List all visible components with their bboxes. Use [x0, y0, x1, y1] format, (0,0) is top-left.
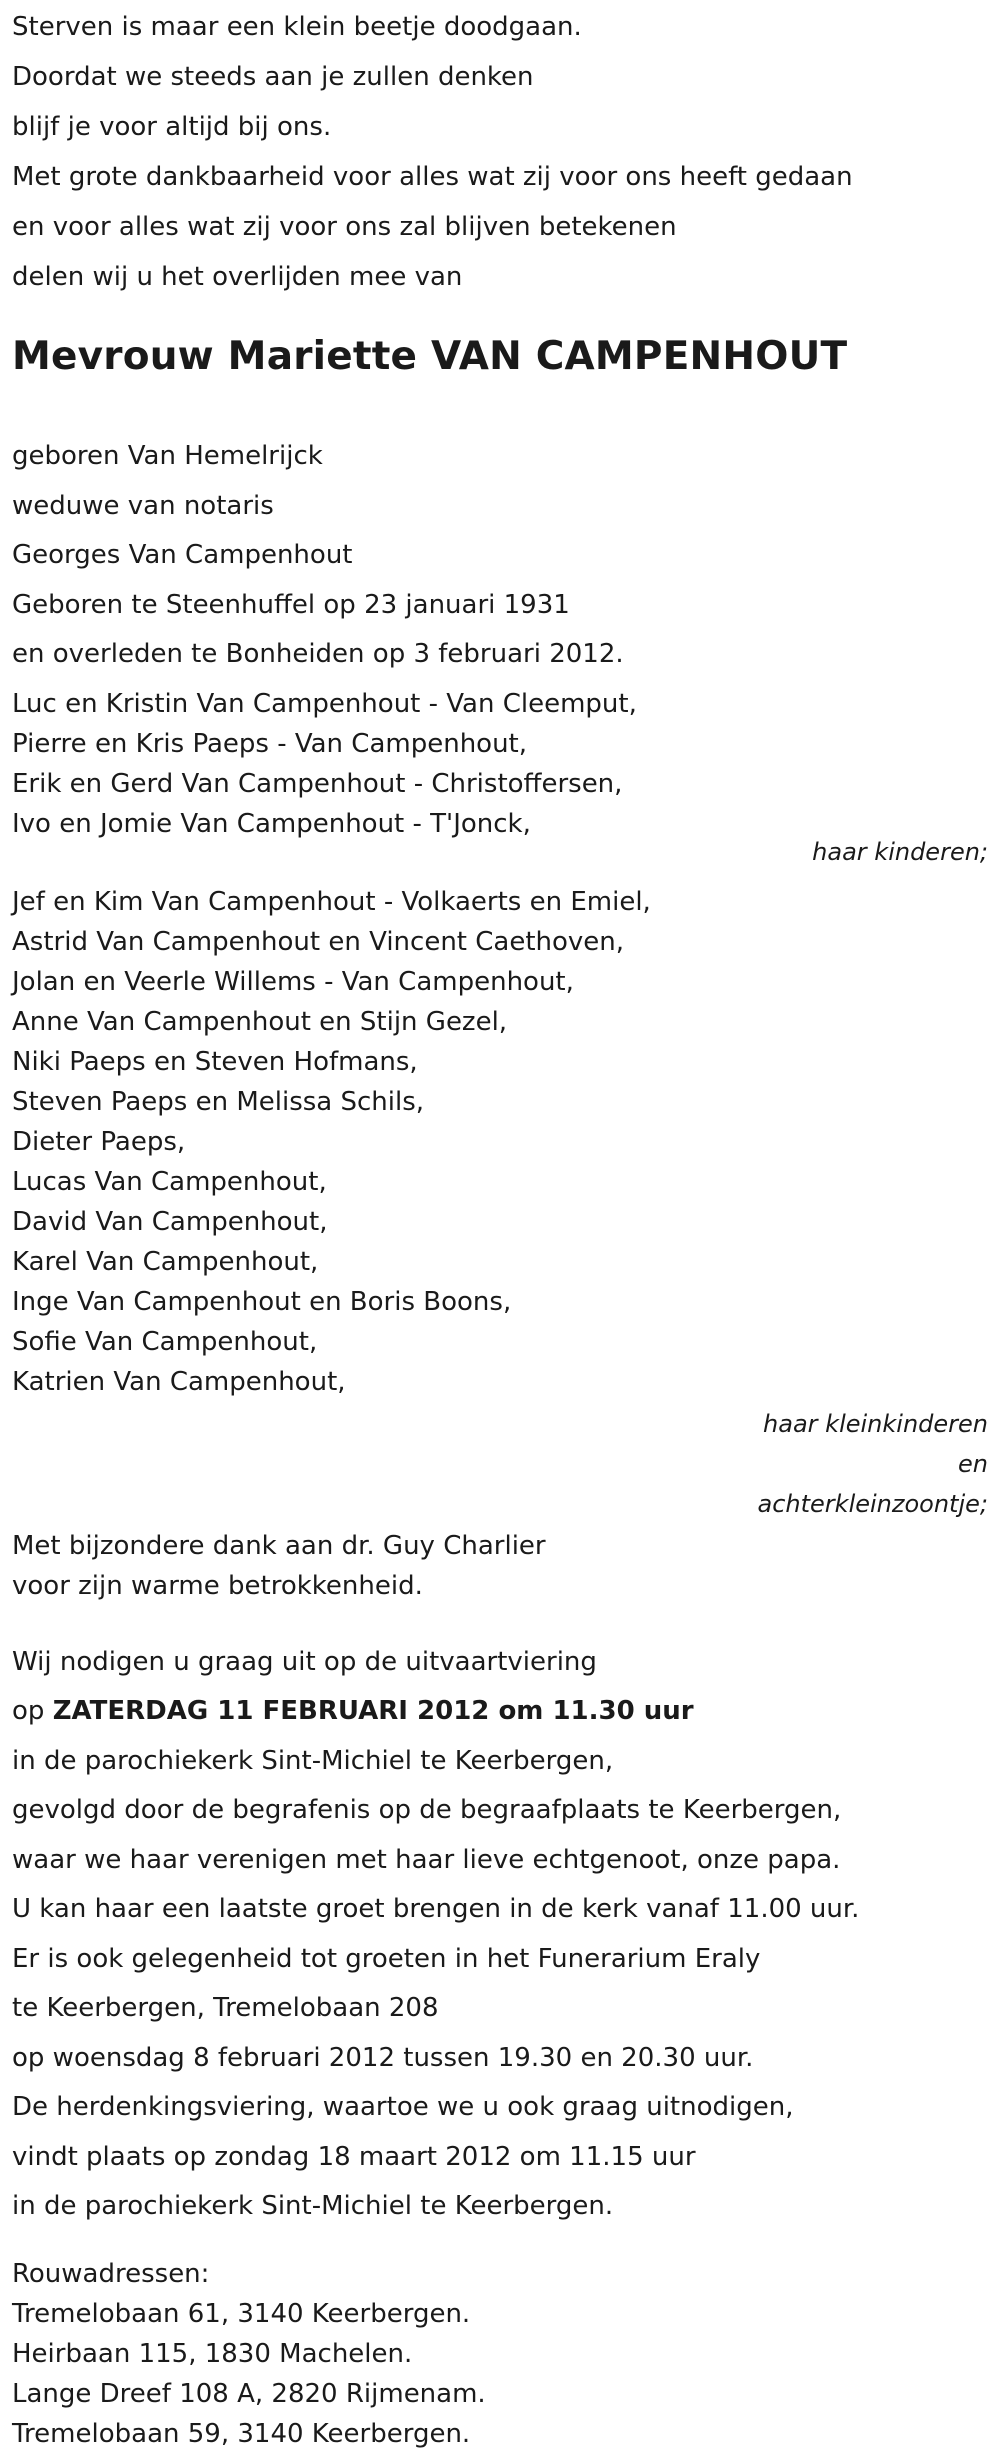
service-date-line: [12, 1687, 988, 1737]
grandchildren-label-line: haar kleinkinderen: [763, 1409, 988, 1438]
grandchild-entry: Niki Paeps en Steven Hofmans,: [12, 1046, 418, 1077]
service-line: in de parochiekerk Sint-Michiel te Keerbergen.: [12, 2191, 614, 2221]
child-entry: Erik en Gerd Van Campenhout - Christoffersen,: [12, 768, 623, 799]
poem-line: delen wij u het overlijden mee van: [12, 262, 463, 292]
child-entry: Ivo en Jomie Van Campenhout - T'Jonck,: [12, 808, 531, 839]
service-line: te Keerbergen, Tremelobaan 208: [12, 1993, 439, 2023]
grandchild-entry: Sofie Van Campenhout,: [12, 1326, 318, 1357]
service-line: De herdenkingsviering, waartoe we u ook graag uitnodigen,: [12, 2092, 794, 2122]
address-item: Tremelobaan 61, 3140 Keerbergen.: [12, 2298, 471, 2329]
service-date: ZATERDAG 11 FEBRUARI 2012 om 11.30 uur: [52, 1696, 694, 1726]
thanks-line: Met bijzondere dank aan dr. Guy Charlier: [12, 1530, 546, 1561]
biography: [12, 432, 988, 680]
grandchild-entry: Dieter Paeps,: [12, 1126, 186, 1157]
bio-line: weduwe van notaris: [12, 490, 274, 521]
service-line: waar we haar verenigen met haar lieve echtgenoot, onze papa.: [12, 1844, 841, 1875]
grandchildren-label: [12, 1404, 988, 1524]
address-item: Lange Dreef 108 A, 2820 Rijmenam.: [12, 2378, 486, 2409]
poem-line: Sterven is maar een klein beetje doodgaan.: [12, 12, 582, 42]
grandchild-entry: Lucas Van Campenhout,: [12, 1166, 327, 1197]
service-line: Er is ook gelegenheid tot groeten in het Funerarium Eraly: [12, 1943, 761, 1974]
bio-line: geboren Van Hemelrijck: [12, 441, 323, 471]
bio-line: Geboren te Steenhuffel op 23 januari 1931: [12, 589, 570, 620]
service-date-prefix: op: [12, 1696, 53, 1726]
children-label: haar kinderen;: [812, 837, 988, 866]
children-list: [12, 684, 988, 844]
grandchild-entry: Jef en Kim Van Campenhout - Volkaerts en Emiel,: [12, 886, 651, 917]
grandchild-entry: Astrid Van Campenhout en Vincent Caethoven,: [12, 926, 625, 957]
service-line: op woensdag 8 februari 2012 tussen 19.30 en 20.30 uur.: [12, 2042, 754, 2073]
mourning-addresses: [12, 2254, 988, 2454]
child-entry: Luc en Kristin Van Campenhout - Van Cleemput,: [12, 688, 637, 719]
obituary-document: [12, 0, 988, 2454]
grandchild-entry: Steven Paeps en Melissa Schils,: [12, 1086, 425, 1117]
service-line: U kan haar een laatste groet brengen in de kerk vanaf 11.00 uur.: [12, 1894, 860, 1924]
grandchild-entry: Jolan en Veerle Willems - Van Campenhout,: [12, 966, 574, 997]
grandchild-entry: Anne Van Campenhout en Stijn Gezel,: [12, 1006, 508, 1037]
addresses-heading: Rouwadressen:: [12, 2258, 210, 2289]
grandchild-entry: David Van Campenhout,: [12, 1206, 328, 1237]
thanks-line: voor zijn warme betrokkenheid.: [12, 1570, 423, 1601]
grandchild-entry: Inge Van Campenhout en Boris Boons,: [12, 1286, 512, 1317]
poem-line: Met grote dankbaarheid voor alles wat zij voor ons heeft gedaan: [12, 162, 853, 192]
address-item: Tremelobaan 59, 3140 Keerbergen.: [12, 2418, 471, 2449]
grandchildren-label-line: achterkleinzoontje;: [757, 1489, 988, 1518]
opening-poem: [12, 0, 988, 302]
grandchildren-label-line: en: [958, 1449, 988, 1478]
deceased-name: Mevrouw Mariette VAN CAMPENHOUT: [12, 334, 848, 379]
poem-line: Doordat we steeds aan je zullen denken: [12, 62, 534, 92]
service-line: gevolgd door de begrafenis op de begraafplaats te Keerbergen,: [12, 1795, 842, 1825]
bio-line: en overleden te Bonheiden op 3 februari 2012.: [12, 639, 624, 669]
child-entry: Pierre en Kris Paeps - Van Campenhout,: [12, 728, 528, 759]
service-intro: Wij nodigen u graag uit op de uitvaartviering: [12, 1646, 597, 1677]
service-line: vindt plaats op zondag 18 maart 2012 om 11.15 uur: [12, 2141, 696, 2172]
poem-line: en voor alles wat zij voor ons zal blijven betekenen: [12, 212, 677, 242]
bio-line: Georges Van Campenhout: [12, 540, 353, 570]
grandchild-entry: Katrien Van Campenhout,: [12, 1366, 346, 1397]
service-line: in de parochiekerk Sint-Michiel te Keerbergen,: [12, 1745, 614, 1776]
grandchild-entry: Karel Van Campenhout,: [12, 1246, 319, 1277]
address-item: Heirbaan 115, 1830 Machelen.: [12, 2338, 413, 2369]
funeral-service-info: [12, 1638, 988, 2232]
grandchildren-list: [12, 882, 988, 1402]
poem-line: blijf je voor altijd bij ons.: [12, 112, 332, 142]
thanks-note: [12, 1526, 988, 1606]
